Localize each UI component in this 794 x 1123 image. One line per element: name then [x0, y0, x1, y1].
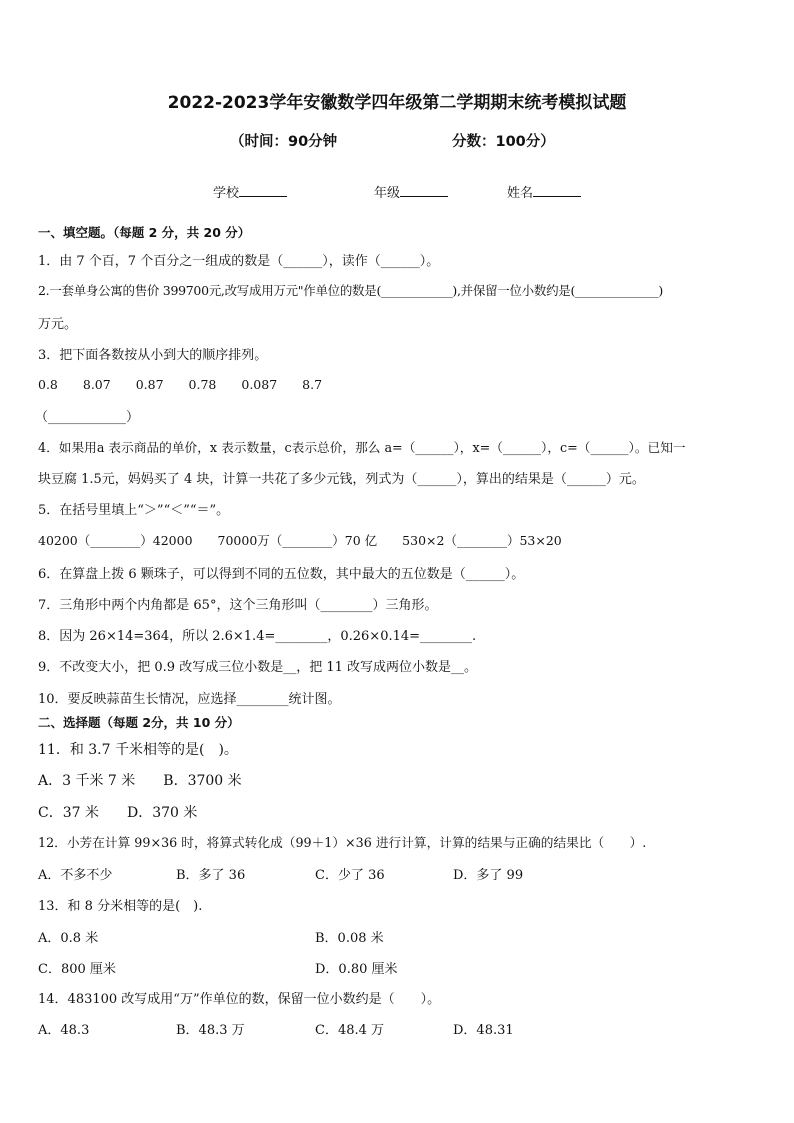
question-7: 7．三角形中两个内角都是 65°，这个三角形叫（________）三角形。	[38, 598, 438, 613]
question-3: 3．把下面各数按从小到大的顺序排列。	[38, 348, 268, 363]
question-2: 2.一套单身公寓的售价 399700元,改写成用万元"作单位的数是(____________),并保留一位小数约是(______________)	[38, 283, 663, 298]
question-8: 8．因为 26×14=364，所以 2.6×1.4=________，0.26×0.14=________.	[38, 629, 477, 644]
page-title: 2022-2023学年安徽数学四年级第二学期期末统考模拟试题	[167, 93, 627, 113]
question-14-option-c: C．48.4 万	[315, 1023, 385, 1038]
question-3-blank: （____________）	[35, 410, 140, 425]
school-label: 学校	[213, 186, 240, 201]
grade-blank	[400, 183, 448, 197]
question-13-option-c: C．800 厘米	[38, 962, 116, 977]
question-5-items: 40200（________）42000 70000万（________）70 亿 530×2（________）53×20	[38, 533, 562, 548]
question-11: 11．和 3.7 千米相等的是( )。	[38, 742, 238, 758]
grade-field	[374, 182, 448, 201]
question-14-option-d: D．48.31	[453, 1023, 514, 1038]
school-blank	[239, 183, 287, 197]
question-12-option-a: A．不多不少	[38, 868, 113, 883]
question-2-cont: 万元。	[38, 317, 78, 332]
question-12-option-d: D．多了 99	[453, 868, 524, 883]
exam-score: 分数：100分）	[452, 134, 555, 150]
name-field	[507, 182, 581, 201]
question-4-cont: 块豆腐 1.5元，妈妈买了 4 块，计算一共花了多少元钱，列式为（______），算出的结果是（______）元。	[38, 472, 645, 487]
name-label: 姓名	[507, 186, 534, 201]
question-13-option-a: A．0.8 米	[38, 931, 99, 946]
grade-label: 年级	[374, 186, 401, 201]
question-13-option-d: D．0.80 厘米	[315, 962, 398, 977]
question-11-options-cd: C．37 米 D．370 米	[38, 805, 198, 821]
section-2-header: 二、选择题（每题 2分，共 10 分）	[38, 715, 240, 730]
question-11-options-ab: A．3 千米 7 米 B．3700 米	[38, 773, 242, 789]
question-13-option-b: B．0.08 米	[315, 931, 384, 946]
section-1-header: 一、填空题。（每题 2 分，共 20 分）	[38, 225, 251, 240]
question-10: 10．要反映蒜苗生长情况，应选择________统计图。	[38, 692, 341, 707]
question-14: 14．483100 改写成用“万”作单位的数，保留一位小数约是（ ）。	[38, 992, 441, 1007]
question-12-option-b: B．多了 36	[176, 868, 246, 883]
question-5: 5．在括号里填上“＞”“＜”“＝”。	[38, 503, 230, 518]
question-12-option-c: C．少了 36	[315, 868, 385, 883]
question-9: 9．不改变大小，把 0.9 改写成三位小数是__，把 11 改写成两位小数是__。	[38, 660, 478, 675]
question-1: 1．由 7 个百，7 个百分之一组成的数是（______），读作（______）。	[38, 254, 440, 269]
question-3-numbers: 0.8 8.07 0.87 0.78 0.087 8.7	[38, 377, 323, 392]
school-field	[213, 182, 287, 201]
question-14-option-b: B．48.3 万	[176, 1023, 245, 1038]
question-6: 6．在算盘上拨 6 颗珠子，可以得到不同的五位数，其中最大的五位数是（______）。	[38, 567, 525, 582]
exam-time: （时间：90分钟	[230, 134, 338, 150]
name-blank	[533, 183, 581, 197]
question-12: 12．小芳在计算 99×36 时，将算式转化成（99＋1）×36 进行计算，计算的结果与正确的结果比（ ）.	[38, 835, 647, 850]
question-14-option-a: A．48.3	[38, 1023, 90, 1038]
question-13: 13．和 8 分米相等的是( ).	[38, 899, 203, 914]
question-4: 4．如果用a 表示商品的单价，x 表示数量，c表示总价，那么 a=（______），x=（______），c=（______）。已知一	[38, 440, 686, 455]
